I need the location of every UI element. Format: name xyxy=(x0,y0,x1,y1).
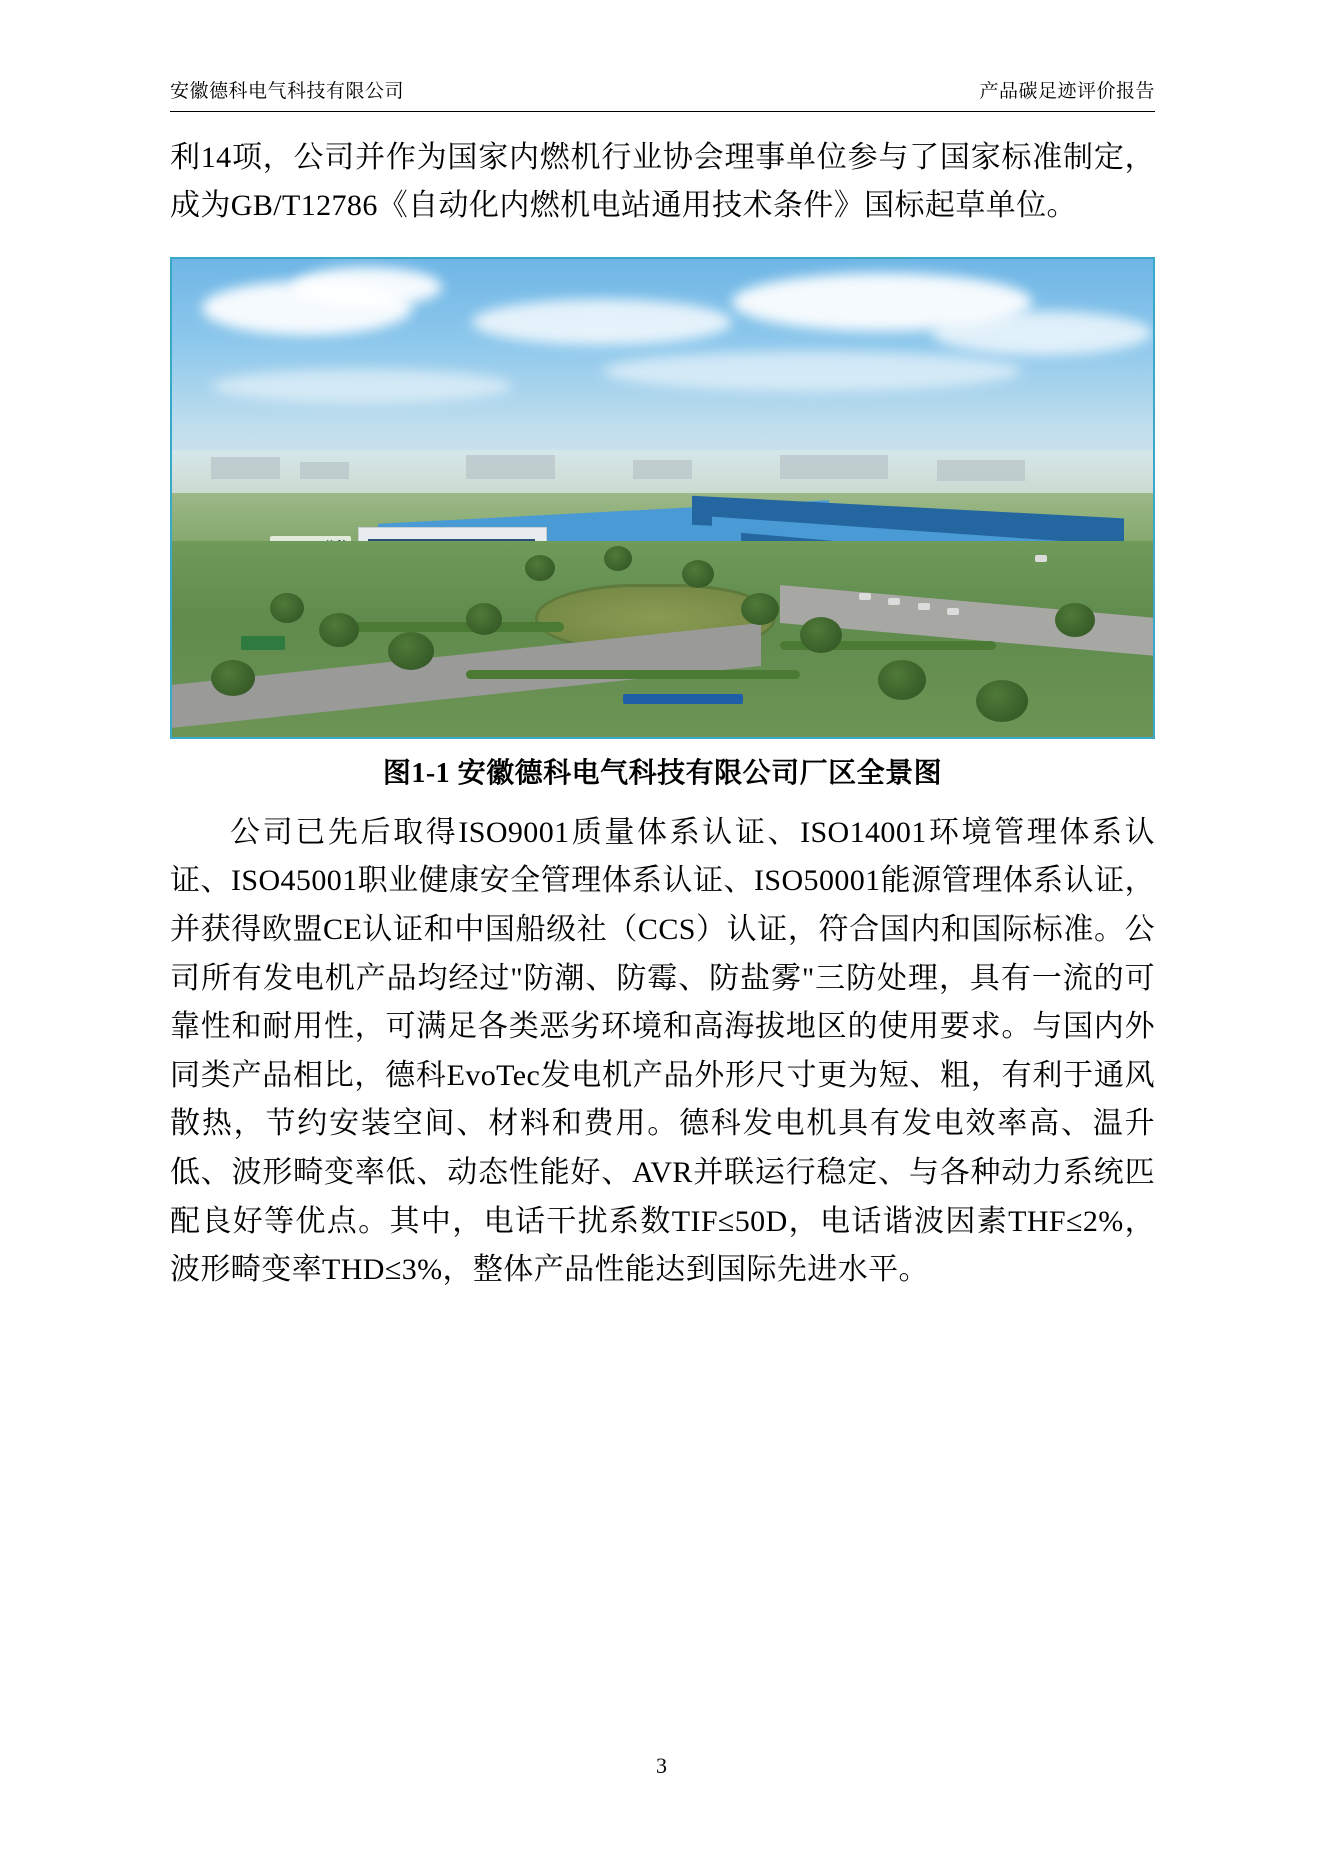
distant-building xyxy=(937,460,1025,482)
running-header xyxy=(170,80,1155,112)
hedge xyxy=(466,670,800,679)
figure-caption: 图1-1 安徽德科电气科技有限公司厂区全景图 xyxy=(382,757,943,789)
parked-car xyxy=(1035,555,1047,562)
parked-car xyxy=(947,608,959,615)
figure-block xyxy=(170,257,1155,791)
cloud-shape xyxy=(292,267,442,307)
tree xyxy=(976,680,1028,722)
tree xyxy=(319,613,359,647)
header-company-name: 安徽德科电气科技有限公司 xyxy=(170,81,405,102)
distant-building xyxy=(211,457,280,479)
paragraph-certifications: 公司已先后取得ISO9001质量体系认证、ISO14001环境管理体系认证、ISO45001职业健康安全管理体系认证、ISO50001能源管理体系认证，并获得欧盟CE认证和中国船级社（CCS）认证，符合国内和国际标准。公司所有发电机产品均经过"防潮、防霉、防盐雾"三防处理，具有一流的可靠性和耐用性，可满足各类恶劣环境和高海拔地区的使用要求。与国内外同类产品相比，德科EvoTec发电机产品外形尺寸更为短、粗，有利于通风散热，节约安装空间、材料和费用。德科发电机具有发电效率高、温升低、波形畸变率低、动态性能好、AVR并联运行稳定、与各种动力系统匹配良好等优点。其中，电话干扰系数TIF≤50D，电话谐波因素THF≤2%，波形畸变率THD≤3%，整体产品性能达到国际先进水平。 xyxy=(170,815,1155,1287)
cloud-shape xyxy=(602,351,1022,391)
page-number: 3 xyxy=(656,1753,667,1778)
distant-building xyxy=(633,460,692,479)
cloud-shape xyxy=(212,369,512,403)
tree xyxy=(800,617,842,653)
parked-car xyxy=(888,598,900,605)
tree xyxy=(388,632,434,670)
figure-image xyxy=(170,257,1155,739)
tree xyxy=(604,546,632,571)
distant-building xyxy=(780,455,888,479)
distant-building xyxy=(300,462,349,479)
road-sign xyxy=(241,636,285,650)
tree xyxy=(682,560,714,588)
tree xyxy=(1055,603,1095,637)
hedge xyxy=(329,622,564,632)
cloud-shape xyxy=(472,299,732,345)
parked-car xyxy=(859,593,871,600)
distant-building xyxy=(466,455,554,479)
parked-car xyxy=(918,603,930,610)
paragraph-continuation: 利14项，公司并作为国家内燃机行业协会理事单位参与了国家标准制定，成为GB/T12786《自动化内燃机电站通用技术条件》国标起草单位。 xyxy=(170,140,1155,223)
fence-banner xyxy=(623,694,743,704)
header-report-title: 产品碳足迹评价报告 xyxy=(979,81,1155,102)
page-content xyxy=(170,80,1155,1295)
cloud-shape xyxy=(932,311,1152,355)
